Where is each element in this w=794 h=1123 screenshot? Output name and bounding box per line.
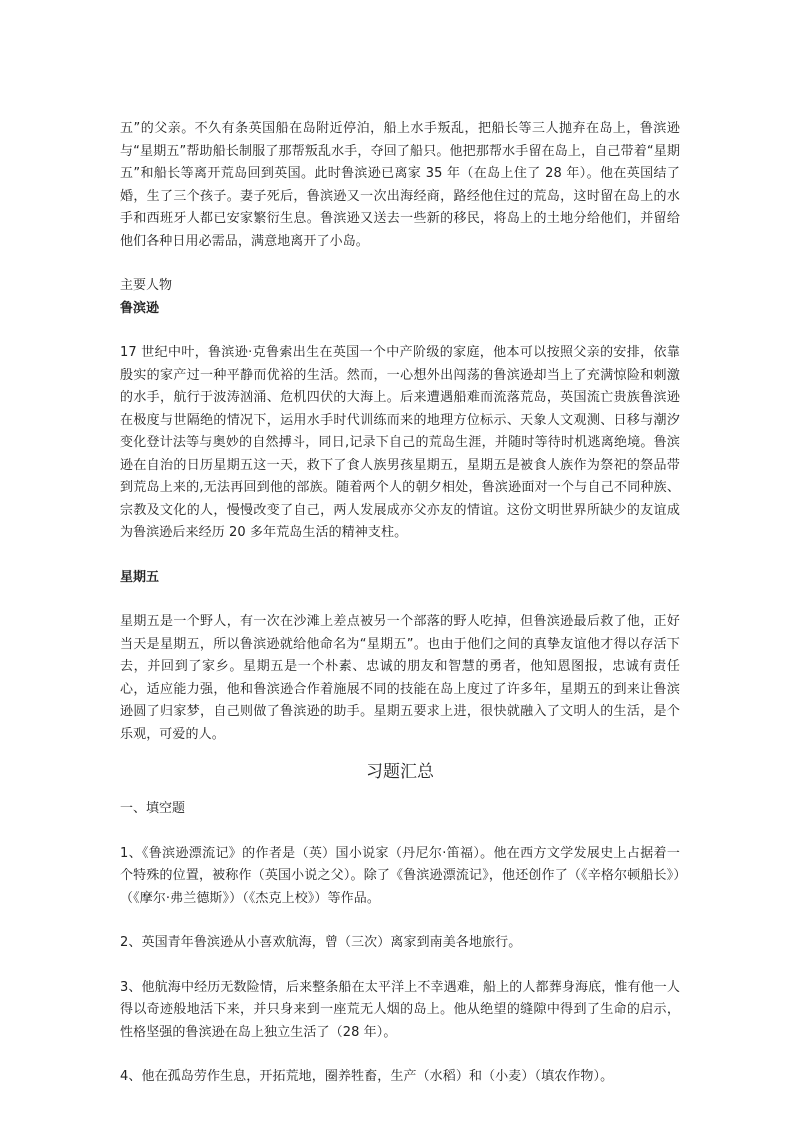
exercises-title: 习题汇总 — [366, 762, 434, 782]
robinson-heading: 鲁滨逊 — [120, 300, 160, 316]
characters-heading: 主要人物 — [120, 278, 173, 293]
friday-paragraph: 星期五是一个野人，有一次在沙滩上差点被另一个部落的野人吃掉，但鲁滨逊最后救了他，正好当天是星期五，所以鲁滨逊就给他命名为“星期五”。也由于他们之间的真挚友谊他才得以存活下去，并回到了家乡。星期五是一个朴素、忠诚的朋友和智慧的勇者，他知恩图报，忠诚有责任心，适应能力强，他和鲁滨逊合作着施展不同的技能在岛上度过了许多年，星期五的到来让鲁滨逊圆了归家梦，自己则做了鲁滨逊的助手。星期五要求上进，很快就融入了文明人的生活，是个乐观，可爱的人。 — [120, 614, 680, 742]
friday-heading: 星期五 — [120, 569, 160, 585]
fill-blank-section-heading: 一、填空题 — [120, 801, 186, 816]
summary-paragraph: 五”的父亲。不久有条英国船在岛附近停泊，船上水手叛乱，把船长等三人抛弃在岛上，鲁滨逊与“星期五”帮助船长制服了那帮叛乱水手，夺回了船只。他把那帮水手留在岛上，自己带着“星期五”和船长等离开荒岛回到英国。此时鲁滨逊已离家 35 年（在岛上住了 28 年）。他在英国结了婚，生了三个孩子。妻子死后，鲁滨逊又一次出海经商，路经他住过的荒岛，这时留在岛上的水手和西班牙人都已安家繁衍生息。鲁滨逊又送去一些新的移民，将岛上的土地分给他们，并留给他们各种日用必需品，满意地离开了小岛。 — [120, 121, 680, 249]
document-page — [120, 118, 680, 1089]
exercise-item-4: 4、他在孤岛劳作生息，开拓荒地，圈养牲畜，生产（水稻）和（小麦）（填农作物）。 — [120, 1069, 614, 1084]
exercise-item-2: 2、英国青年鲁滨逊从小喜欢航海，曾（三次）离家到南美各地旅行。 — [120, 935, 522, 950]
exercise-item-3: 3、他航海中经历无数险情，后来整条船在太平洋上不幸遇难，船上的人都葬身海底，惟有他一人得以奇迹般地活下来，并只身来到一座荒无人烟的岛上。他从绝望的缝隙中得到了生命的启示，性格坚强的鲁滨逊在岛上独立生活了（28 年）。 — [120, 979, 680, 1040]
robinson-paragraph: 17 世纪中叶，鲁滨逊·克鲁索出生在英国一个中产阶级的家庭，他本可以按照父亲的安排，依靠殷实的家产过一种平静而优裕的生活。然而，一心想外出闯荡的鲁滨逊却当上了充满惊险和刺激的水手，航行于波涛汹涌、危机四伏的大海上。后来遭遇船难而流落荒岛，英国流亡贵族鲁滨逊在极度与世隔绝的情况下，运用水手时代训练而来的地理方位标示、天象人文观测、日移与潮汐变化登计法等与奥妙的自然搏斗，同日,记录下自己的荒岛生涯，并随时等待时机逃离绝境。鲁滨逊在自治的日历星期五这一天，救下了食人族男孩星期五，星期五是被食人族作为祭祀的祭品带到荒岛上来的,无法再回到他的部族。随着两个人的朝夕相处，鲁滨逊面对一个与自己不同种族、宗教及文化的人，慢慢改变了自己，两人发展成亦父亦友的情谊。这份文明世界所缺少的友谊成为鲁滨逊后来经历 20 多年荒岛生活的精神支柱。 — [120, 345, 680, 540]
exercise-item-1: 1、《鲁滨逊漂流记》的作者是（英）国小说家（丹尼尔·笛福）。他在西方文学发展史上占据着一个特殊的位置，被称作（英国小说之父）。除了《鲁滨逊漂流记》，他还创作了（《辛格尔顿船长》）（《摩尔·弗兰德斯》）（《杰克上校》）等作品。 — [120, 845, 680, 906]
